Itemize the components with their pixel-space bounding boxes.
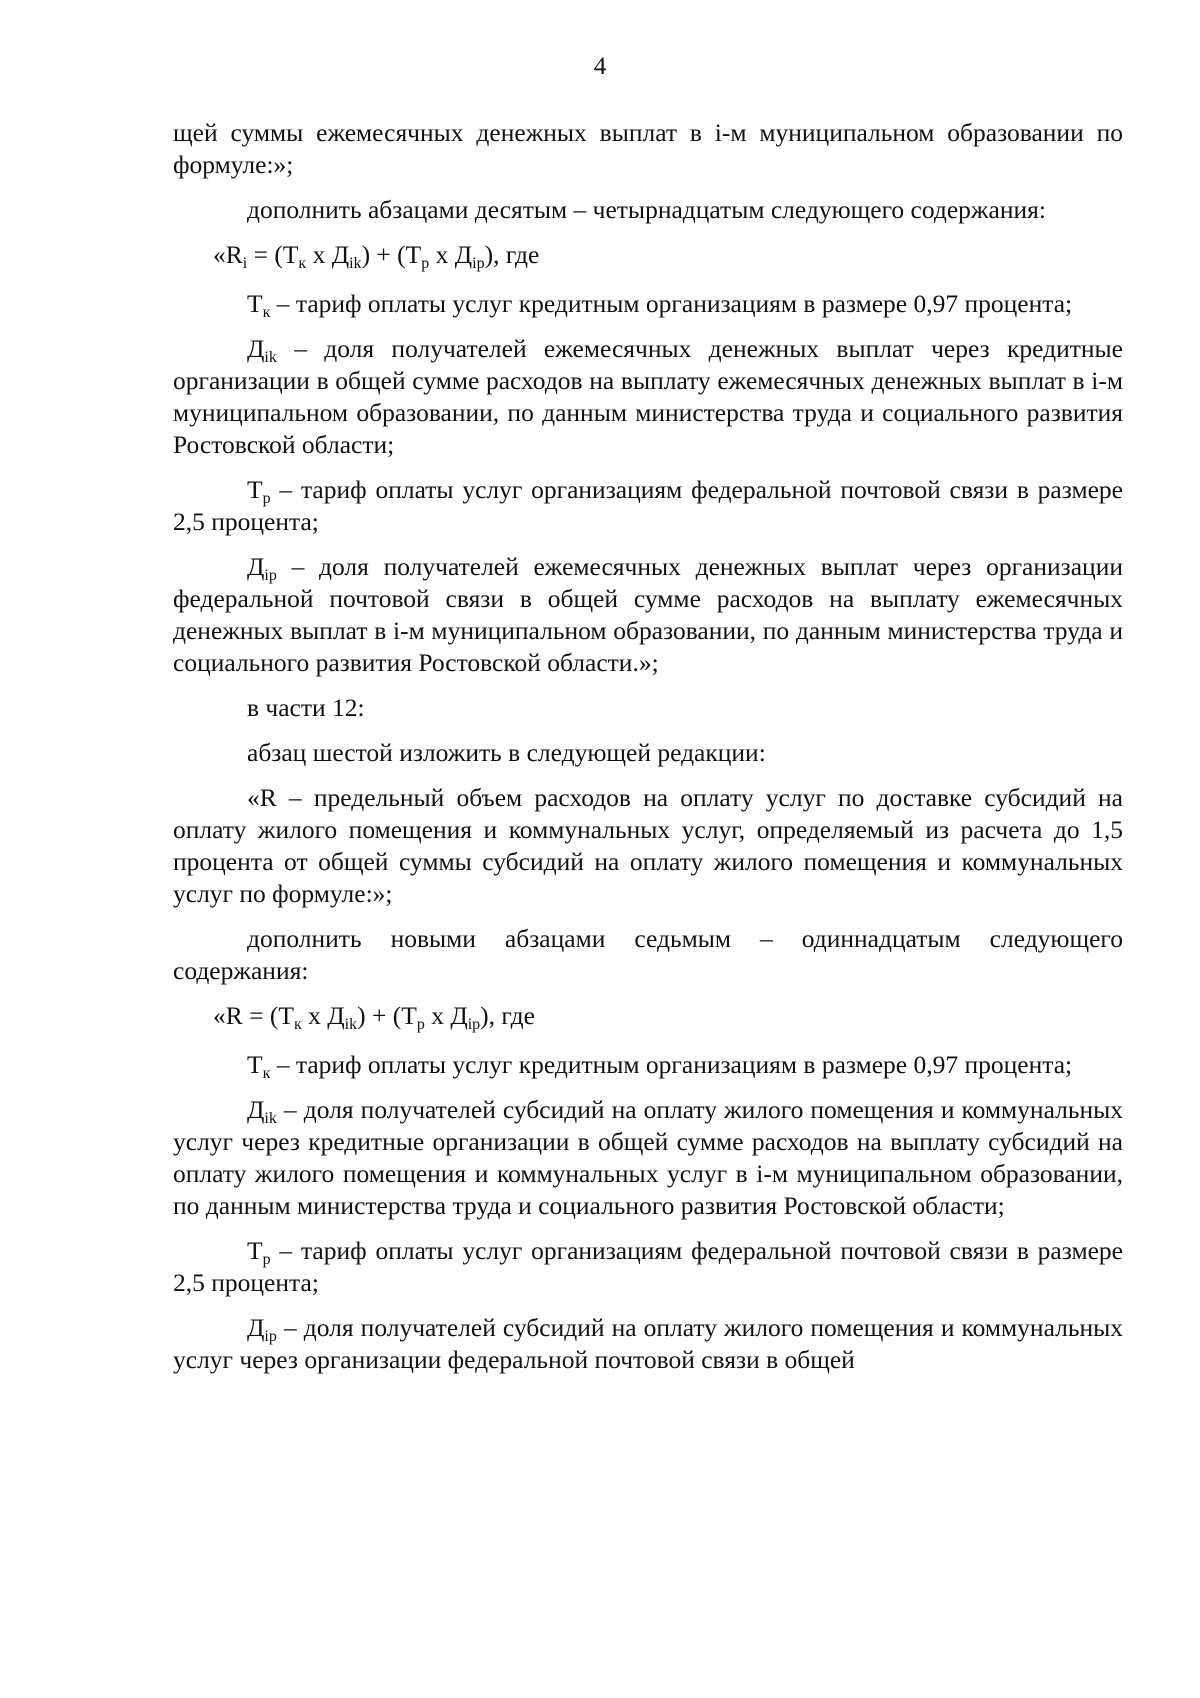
definition-symbol: Т: [247, 289, 263, 318]
formula-ri: [173, 239, 1123, 271]
definition-text: – доля получателей ежемесячных денежных выплат через кредитные организации в общей сумме расходов на выплату ежемесячных денежных выплат в i-м муниципальном образовании, по данным министерства труда и социального развития Ростовской области;: [173, 334, 1123, 459]
formula-r: [173, 1000, 1123, 1032]
definition-symbol: Д: [247, 334, 265, 363]
formula-subscript: ik: [349, 255, 362, 272]
definition-dip: [173, 551, 1123, 679]
formula-part: ), где: [480, 1001, 535, 1030]
definition-subscript: к: [262, 304, 271, 321]
formula-part: ) + (Т: [361, 240, 422, 269]
paragraph-amendment-instruction: [173, 194, 1123, 226]
definition-text: – доля получателей субсидий на оплату жилого помещения и коммунальных услуг через организации федеральной почтовой связи в общей: [173, 1313, 1123, 1374]
definition-symbol: Д: [247, 1313, 265, 1342]
paragraph-text: «R – предельный объем расходов на оплату услуг по доставке субсидий на оплату жилого помещения и коммунальных услуг, определяемый из расчета до 1,5 процента от общей суммы субсидий на оплату жилого помещения и коммунальных услуг по формуле:»;: [173, 783, 1123, 908]
paragraph-new-wording: [173, 782, 1123, 910]
definition-subscript: р: [262, 1251, 271, 1268]
formula-part: «R = (Т: [213, 1001, 294, 1030]
definition-symbol: Т: [247, 1050, 263, 1079]
definition-dik: [173, 1094, 1123, 1222]
definition-tk: [173, 288, 1123, 320]
definition-symbol: Т: [247, 1236, 263, 1265]
paragraph-amendment-instruction: [173, 923, 1123, 987]
paragraph-continuation: [173, 117, 1123, 181]
page-number: 4: [593, 53, 607, 80]
definition-tr: [173, 474, 1123, 538]
formula-part: х Д: [301, 1001, 345, 1030]
definition-symbol: Д: [247, 1095, 265, 1124]
formula-part: = (Т: [247, 240, 299, 269]
definition-text: – доля получателей ежемесячных денежных выплат через организации федеральной почтовой связи в общей сумме расходов на выплату ежемесячных денежных выплат в i-м муниципальном образовании, по данным министерства труда и социального развития Ростовской области.»;: [173, 552, 1123, 677]
definition-subscript: ip: [264, 567, 277, 584]
definition-subscript: к: [262, 1065, 271, 1082]
definition-text: – доля получателей субсидий на оплату жилого помещения и коммунальных услуг через кредитные организации в общей сумме расходов на выплату субсидий на оплату жилого помещения и коммунальных услуг в i-м муниципальном образовании, по данным министерства труда и социального развития Ростовской области;: [173, 1095, 1123, 1220]
paragraph-text: абзац шестой изложить в следующей редакции:: [247, 738, 766, 767]
formula-part: ), где: [484, 240, 540, 269]
paragraph-text: дополнить абзацами десятым – четырнадцатым следующего содержания:: [247, 195, 1046, 224]
definition-subscript: р: [262, 490, 271, 507]
definition-dik: [173, 333, 1123, 461]
definition-text: – тариф оплаты услуг кредитным организациям в размере 0,97 процента;: [270, 289, 1073, 318]
formula-part: х Д: [306, 240, 350, 269]
formula-part: х Д: [429, 240, 473, 269]
paragraph-amendment-instruction: [173, 737, 1123, 769]
formula-part: ) + (Т: [357, 1001, 417, 1030]
definition-text: – тариф оплаты услуг кредитным организациям в размере 0,97 процента;: [270, 1050, 1073, 1079]
definition-symbol: Д: [247, 552, 265, 581]
definition-subscript: ik: [264, 1110, 277, 1127]
paragraph-text: в части 12:: [247, 693, 365, 722]
formula-subscript: к: [293, 1016, 302, 1033]
formula-subscript: р: [416, 1016, 425, 1033]
paragraph-text: щей суммы ежемесячных денежных выплат в i-м муниципальном образовании по формуле:»;: [173, 118, 1123, 179]
definition-subscript: ik: [264, 349, 277, 366]
formula-part: х Д: [424, 1001, 468, 1030]
paragraph-text: дополнить новыми абзацами седьмым – одиннадцатым следующего содержания:: [173, 924, 1123, 985]
document-body: [173, 117, 1123, 1389]
formula-subscript: р: [421, 255, 430, 272]
definition-tk: [173, 1049, 1123, 1081]
definition-symbol: Т: [247, 475, 263, 504]
paragraph-part-reference: [173, 692, 1123, 724]
formula-subscript: ik: [344, 1016, 358, 1033]
definition-dip: [173, 1312, 1123, 1376]
formula-subscript: к: [298, 255, 307, 272]
definition-tr: [173, 1235, 1123, 1299]
definition-text: – тариф оплаты услуг организациям федеральной почтовой связи в размере 2,5 процента;: [173, 475, 1123, 536]
definition-text: – тариф оплаты услуг организациям федеральной почтовой связи в размере 2,5 процента;: [173, 1236, 1123, 1297]
formula-subscript: ip: [467, 1016, 481, 1033]
definition-subscript: ip: [264, 1328, 277, 1345]
formula-part: «R: [213, 240, 243, 269]
formula-subscript: ip: [472, 255, 485, 272]
formula-subscript: i: [242, 255, 248, 272]
